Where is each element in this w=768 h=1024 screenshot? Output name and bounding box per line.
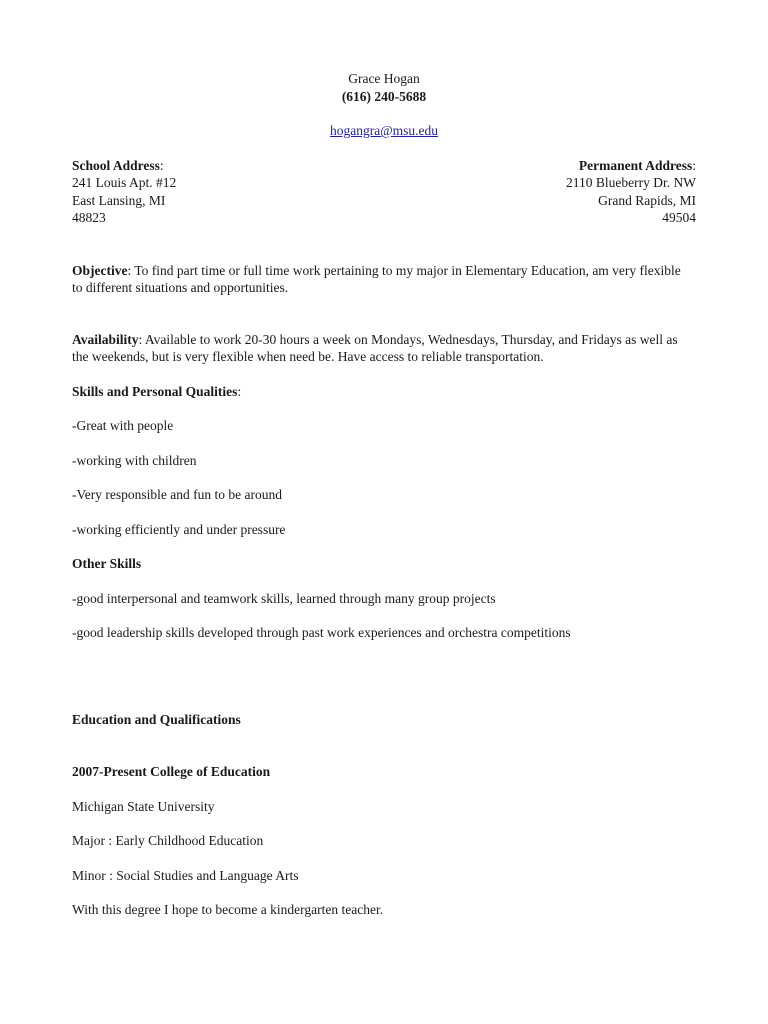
applicant-email-link[interactable]: hogangra@msu.edu: [329, 123, 439, 138]
address-section: [72, 157, 696, 227]
education-goal: With this degree I hope to become a kindergarten teacher.: [72, 902, 384, 917]
skill-item: -working efficiently and under pressure: [72, 521, 286, 537]
skill-item: -Great with people: [72, 418, 174, 433]
other-skill-item: -good interpersonal and teamwork skills, learned through many group projects: [72, 590, 496, 606]
skill-item: -Very responsible and fun to be around: [72, 487, 282, 502]
school-address: School Address: 241 Louis Apt. #12 East Lansing, MI 48823: [72, 157, 177, 225]
school-address-line3: 48823: [72, 210, 106, 225]
availability-section: Availability: Available to work 20-30 hours a week on Mondays, Wednesdays, Thursday, and Fridays as well as the weekends, but is very flexible when need be. Have access to reliable transportation.: [72, 331, 678, 364]
objective-label: Objective: [72, 262, 128, 278]
skills-heading: Skills and Personal Qualities: [72, 383, 238, 399]
objective-section: Objective: To find part time or full time work pertaining to my major in Elementary Education, am very flexible to different situations and opportunities.: [72, 262, 681, 295]
education-heading: Education and Qualifications: [72, 711, 241, 727]
education-major: Major : Early Childhood Education: [72, 833, 264, 848]
permanent-address-line1: 2110 Blueberry Dr. NW: [566, 175, 696, 190]
resume-page: [72, 70, 696, 919]
school-address-line2: East Lansing, MI: [72, 192, 166, 208]
education-entry-title: 2007-Present College of Education: [72, 764, 271, 779]
applicant-name: Grace Hogan: [348, 71, 420, 86]
availability-label: Availability: [72, 331, 139, 347]
permanent-address: Permanent Address: 2110 Blueberry Dr. NW Grand Rapids, MI 49504: [566, 157, 696, 225]
education-minor: Minor : Social Studies and Language Arts: [72, 867, 299, 883]
availability-text: Available to work 20-30 hours a week on Mondays, Wednesdays, Thursday, and Fridays as well as the weekends, but is very flexible when need be. Have access to reliable transportation.: [72, 331, 678, 364]
other-skill-item: -good leadership skills developed through past work experiences and orchestra competitions: [72, 625, 571, 640]
permanent-address-line2: Grand Rapids, MI: [598, 192, 696, 208]
education-university: Michigan State University: [72, 798, 215, 814]
permanent-address-line3: 49504: [662, 210, 696, 225]
skills-heading-line: Skills and Personal Qualities:: [72, 383, 242, 399]
objective-text: To find part time or full time work pertaining to my major in Elementary Education, am very flexible to different situations and opportunities.: [72, 262, 681, 295]
resume-header: [72, 70, 696, 140]
skill-item: -working with children: [72, 452, 197, 468]
other-skills-heading: Other Skills: [72, 556, 142, 571]
school-address-label: School Address: [72, 157, 160, 173]
school-address-line1: 241 Louis Apt. #12: [72, 175, 177, 190]
permanent-address-label: Permanent Address: [578, 157, 693, 173]
applicant-phone: (616) 240-5688: [341, 88, 427, 104]
